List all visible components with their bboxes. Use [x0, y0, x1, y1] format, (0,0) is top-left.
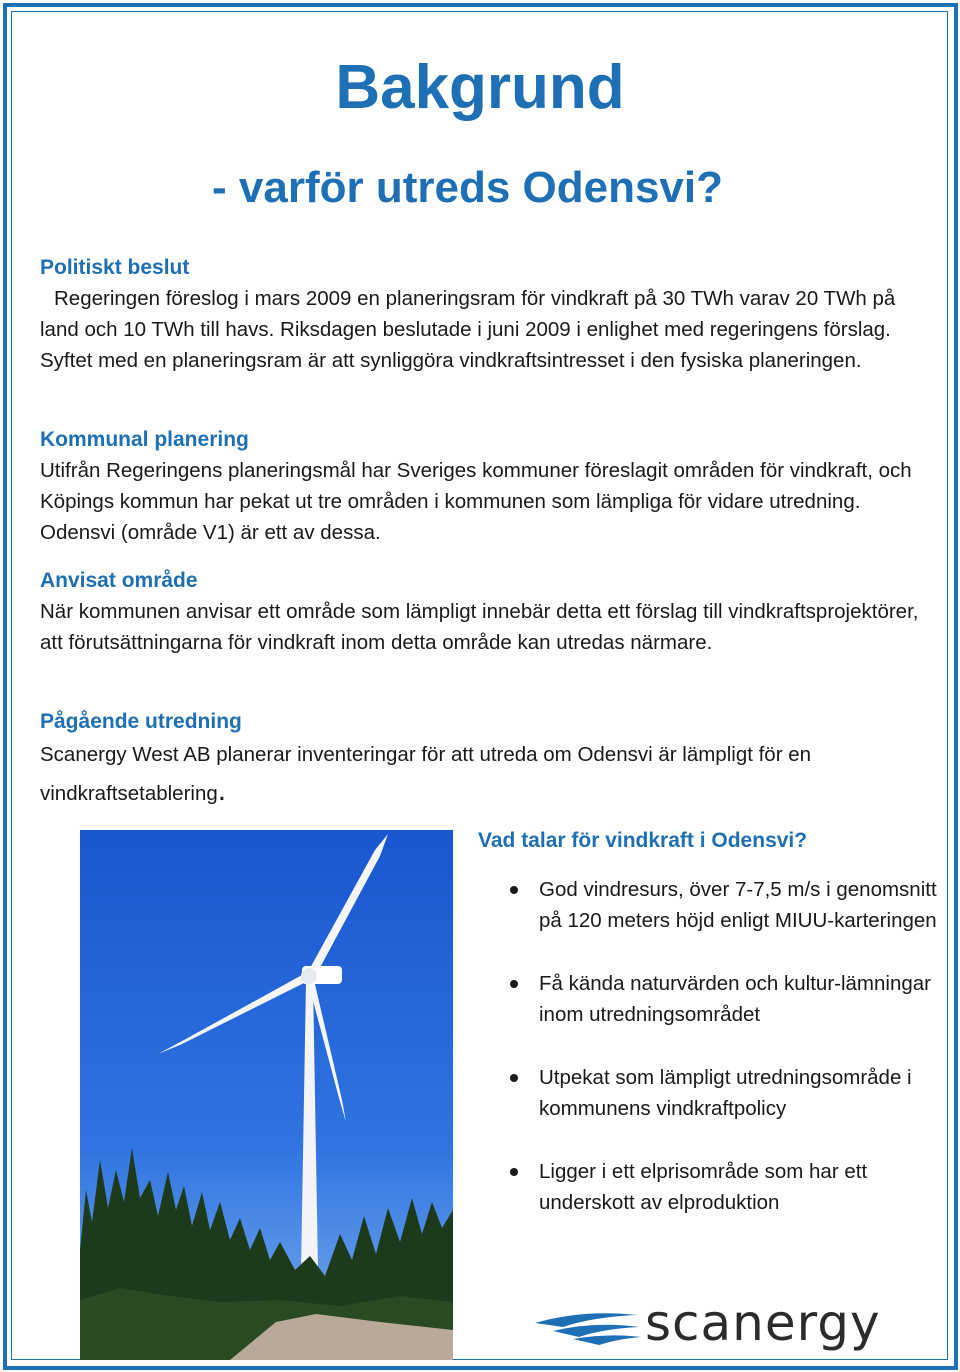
list-item — [478, 968, 938, 1030]
why-section — [478, 826, 938, 1250]
section-heading: Kommunal planering — [40, 428, 249, 451]
section-heading: Anvisat område — [40, 569, 198, 592]
page-subtitle: - varför utreds Odensvi? — [212, 163, 724, 212]
section-anvisat-omrade — [40, 566, 930, 658]
section-politiskt-beslut — [40, 253, 930, 376]
swoosh-icon — [533, 1305, 643, 1347]
list-item-text: Utpekat som lämpligt utredningsområde i kommunens vindkraftpolicy — [539, 1066, 912, 1120]
section-heading: Politiskt beslut — [40, 256, 190, 279]
section-text-body: Scanergy West AB planerar inventeringar för att utreda om Odensvi är lämpligt för en vindkraftsetablering — [40, 743, 812, 805]
section-text — [40, 737, 930, 812]
list-item — [478, 1062, 938, 1124]
section-kommunal-planering — [40, 425, 930, 548]
turbine-hub — [301, 968, 317, 984]
scanergy-logo — [533, 1294, 881, 1352]
bullet-icon — [510, 1168, 518, 1176]
list-item — [478, 874, 938, 936]
wind-turbine-illustration — [80, 830, 453, 1360]
bullet-icon — [510, 886, 518, 894]
section-text-end: . — [217, 774, 227, 807]
list-item — [478, 1156, 938, 1218]
section-heading: Pågående utredning — [40, 710, 242, 733]
logo-wordmark: scanergy — [645, 1294, 881, 1352]
section-pagaende-utredning — [40, 707, 930, 812]
bullet-icon — [510, 980, 518, 988]
bullet-icon — [510, 1074, 518, 1082]
why-list — [478, 874, 938, 1218]
list-item-text: Få kända naturvärden och kultur-lämningar inom utredningsområdet — [539, 972, 931, 1026]
section-text: När kommunen anvisar ett område som lämpligt innebär detta ett förslag till vindkraftsprojektörer, att förutsättningarna för vindkraft inom detta område kan utredas närmare. — [40, 600, 919, 654]
list-item-text: God vindresurs, över 7-7,5 m/s i genomsnitt på 120 meters höjd enligt MIUU-karteringen — [539, 878, 937, 932]
list-item-text: Ligger i ett elprisområde som har ett underskott av elproduktion — [539, 1160, 868, 1214]
section-text: Regeringen föreslog i mars 2009 en planeringsram för vindkraft på 30 TWh varav 20 TWh på land och 10 TWh till havs. Riksdagen beslutade i juni 2009 i enlighet med regeringens förslag. Syftet med en planeringsram är att synliggöra vindkraftsintresset i den fysiska planeringen. — [40, 287, 896, 372]
section-text: Utifrån Regeringens planeringsmål har Sveriges kommuner föreslagit områden för vindkraft, och Köpings kommun har pekat ut tre områden i kommunen som lämpliga för vidare utredning. Odensvi (område V1) är ett av dessa. — [40, 459, 912, 544]
wind-turbine-photo — [80, 830, 453, 1360]
page-title: Bakgrund — [335, 53, 625, 122]
why-heading: Vad talar för vindkraft i Odensvi? — [478, 829, 808, 852]
